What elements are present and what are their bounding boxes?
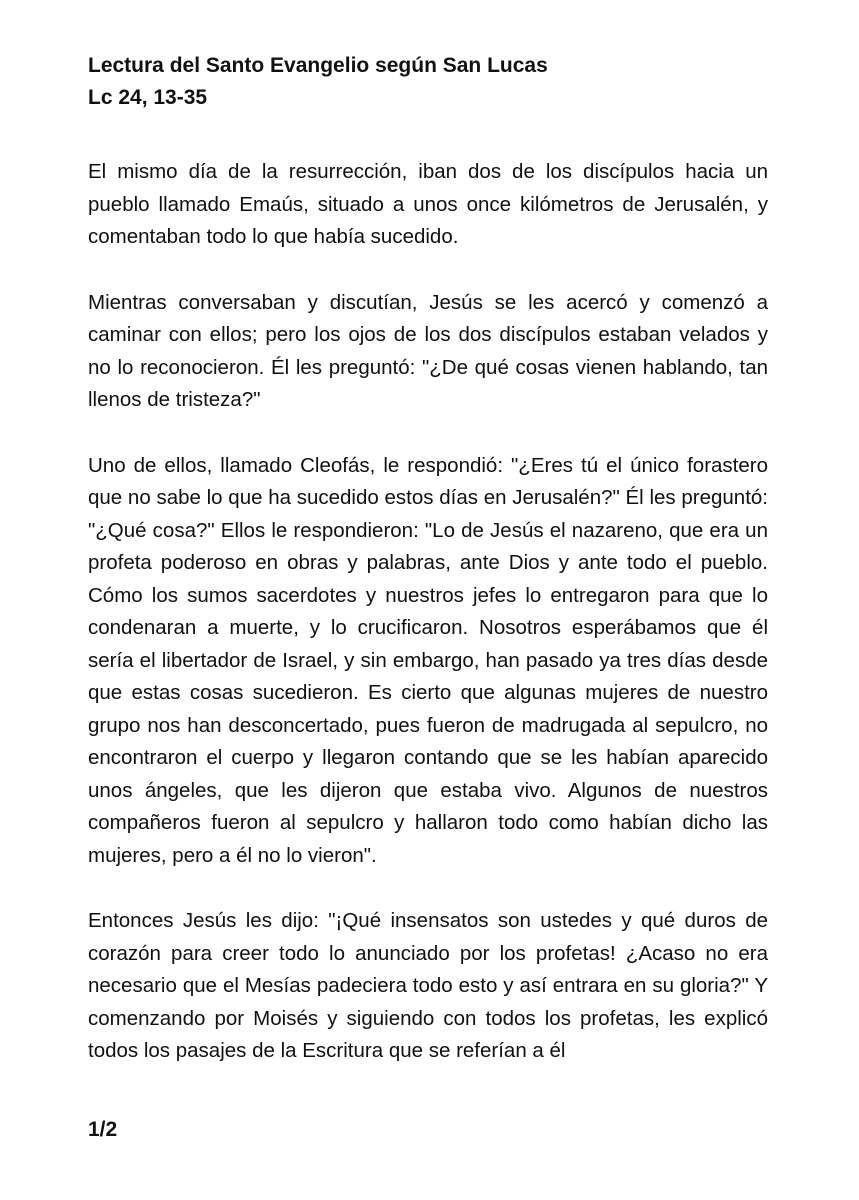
page-number: 1/2 bbox=[88, 1118, 118, 1141]
scripture-reference: Lc 24, 13-35 bbox=[88, 86, 208, 109]
document-page bbox=[88, 50, 768, 1068]
paragraph-4: Entonces Jesús les dijo: "¡Qué insensatos son ustedes y qué duros de corazón para creer todo lo anunciado por los profetas! ¿Acaso no era necesario que el Mesías padeciera todo esto y así entrara en su gloria?" Y comenzando por Moisés y siguiendo con todos los profetas, les explicó todos los pasajes de la Escritura que se referían a él bbox=[88, 909, 768, 1062]
document-title: Lectura del Santo Evangelio según San Lucas bbox=[88, 54, 548, 77]
document-heading bbox=[88, 50, 768, 114]
paragraph-3: Uno de ellos, llamado Cleofás, le respondió: "¿Eres tú el único forastero que no sabe lo que ha sucedido estos días en Jerusalén?" Él les preguntó: "¿Qué cosa?" Ellos le respondieron: "Lo de Jesús el nazareno, que era un profeta poderoso en obras y palabras, ante Dios y ante todo el pueblo. Cómo los sumos sacerdotes y nuestros jefes lo entregaron para que lo condenaran a muerte, y lo crucificaron. Nosotros esperábamos que él sería el libertador de Israel, y sin embargo, han pasado ya tres días desde que estas cosas sucedieron. Es cierto que algunas mujeres de nuestro grupo nos han desconcertado, pues fueron de madrugada al sepulcro, no encontraron el cuerpo y llegaron contando que se les habían aparecido unos ángeles, que les dijeron que estaba vivo. Algunos de nuestros compañeros fueron al sepulcro y hallaron todo como habían dicho las mujeres, pero a él no lo vieron". bbox=[88, 453, 768, 867]
paragraph-2: Mientras conversaban y discutían, Jesús se les acercó y comenzó a caminar con ellos; pero los ojos de los dos discípulos estaban velados y no lo reconocieron. Él les preguntó: "¿De qué cosas vienen hablando, tan llenos de tristeza?" bbox=[88, 290, 768, 411]
paragraph-1: El mismo día de la resurrección, iban dos de los discípulos hacia un pueblo llamado Emaús, situado a unos once kilómetros de Jerusalén, y comentaban todo lo que había sucedido. bbox=[88, 160, 768, 248]
